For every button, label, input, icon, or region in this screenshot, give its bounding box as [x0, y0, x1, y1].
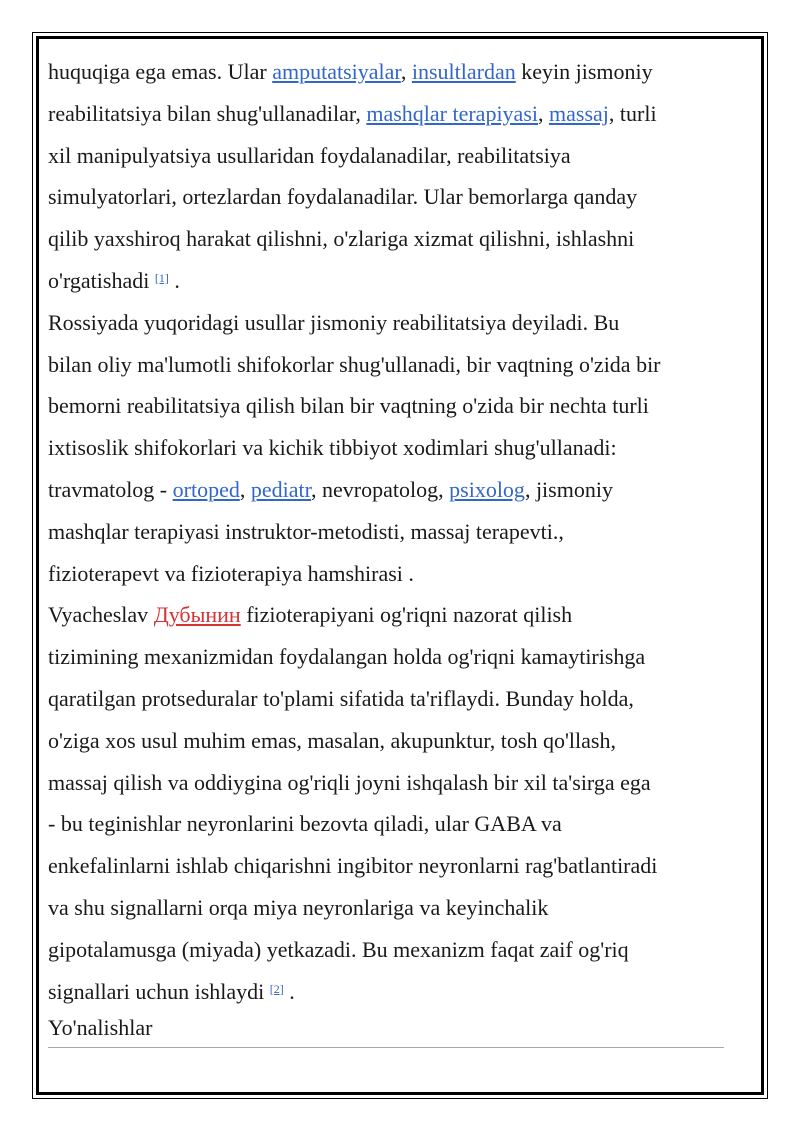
text-span: Vyacheslav [48, 602, 154, 628]
text-line: ixtisoslik shifokorlari va kichik tibbiyot xodimlari shug'ullanadi: [48, 435, 617, 461]
text-line [48, 971, 728, 1013]
text-line: - bu teginishlar neyronlarini bezovta qiladi, ular GABA va [48, 811, 562, 837]
paragraph-russia-specialists [48, 302, 728, 595]
text-span: . [283, 978, 295, 1004]
link-ortoped[interactable]: ortoped [172, 476, 240, 502]
text-span: , nevropatolog, [311, 476, 450, 502]
text-span: o'rgatishadi [48, 267, 155, 293]
text-line [48, 469, 728, 511]
text-line: tizimining mexanizmidan foydalangan holda og'riqni kamaytirishga [48, 644, 646, 670]
reference-1-link[interactable]: [1] [154, 270, 169, 285]
text-line: bemorni reabilitatsiya qilish bilan bir vaqtning o'zida bir nechta turli [48, 393, 649, 419]
link-insultlardan[interactable]: insultlardan [411, 59, 516, 84]
text-span: , [400, 59, 412, 84]
text-span: reabilitatsiya bilan shug'ullanadilar, [48, 100, 367, 126]
article-body [48, 51, 728, 1048]
text-line: o'ziga xos usul muhim emas, masalan, akupunktur, tosh qo'llash, [48, 727, 616, 753]
link-dubynin[interactable]: Дубынин [153, 602, 241, 628]
text-span: , turli [608, 100, 657, 126]
text-line [48, 51, 728, 93]
text-span: fizioterapiyani og'riqni nazorat qilish [240, 602, 573, 628]
reference-2 [270, 982, 284, 996]
text-line [48, 93, 728, 135]
heading-divider [48, 1047, 724, 1048]
reference-2-link[interactable]: [2] [269, 981, 284, 996]
paragraph-dubynin-pain-control [48, 594, 728, 1012]
text-span: , [538, 100, 549, 126]
text-span: travmatolog - [48, 476, 173, 502]
text-line [48, 260, 728, 302]
link-pediatr[interactable]: pediatr [250, 476, 312, 502]
text-span: signallari uchun ishlaydi [48, 978, 270, 1004]
text-line: gipotalamusga (miyada) yetkazadi. Bu mexanizm faqat zaif og'riq [48, 936, 629, 962]
text-line: Rossiyada yuqoridagi usullar jismoniy reabilitatsiya deyiladi. Bu [48, 309, 620, 335]
text-span: , [239, 476, 251, 502]
text-line: massaj qilish va oddiygina og'riqli joyni ishqalash bir xil ta'sirga ega [48, 769, 651, 795]
link-mashqlar-terapiyasi[interactable]: mashqlar terapiyasi [366, 100, 538, 126]
text-line: mashqlar terapiyasi instruktor-metodisti, massaj terapevti., [48, 518, 564, 544]
text-line: qilib yaxshiroq harakat qilishni, o'zlariga xizmat qilishni, ishlashni [48, 226, 635, 252]
text-line: fizioterapevt va fizioterapiya hamshirasi . [48, 560, 414, 586]
reference-1 [155, 271, 169, 285]
text-line: xil manipulyatsiya usullaridan foydalanadilar, reabilitatsiya [48, 142, 571, 168]
link-massaj[interactable]: massaj [549, 100, 609, 126]
text-span: . [168, 267, 180, 293]
text-line: simulyatorlari, ortezlardan foydalanadilar. Ular bemorlarga qanday [48, 184, 638, 210]
text-line: va shu signallarni orqa miya neyronlariga va keyinchalik [48, 894, 549, 920]
link-amputatsiyalar[interactable]: amputatsiyalar [272, 59, 401, 84]
text-span: huquqiga ega emas. Ular [48, 59, 273, 84]
paragraph-rehabilitation-methods [48, 51, 728, 302]
link-psixolog[interactable]: psixolog [449, 476, 525, 502]
text-line: enkefalinlarni ishlab chiqarishni ingibitor neyronlarni rag'batlantiradi [48, 853, 658, 879]
text-line: qaratilgan protseduralar to'plami sifatida ta'riflaydi. Bunday holda, [48, 685, 634, 711]
text-line: bilan oliy ma'lumotli shifokorlar shug'ullanadi, bir vaqtning o'zida bir [48, 351, 661, 377]
text-span: , jismoniy [524, 476, 613, 502]
text-span: keyin jismoniy [515, 59, 653, 84]
text-line [48, 594, 728, 636]
section-heading: Yo'nalishlar [48, 1015, 153, 1041]
